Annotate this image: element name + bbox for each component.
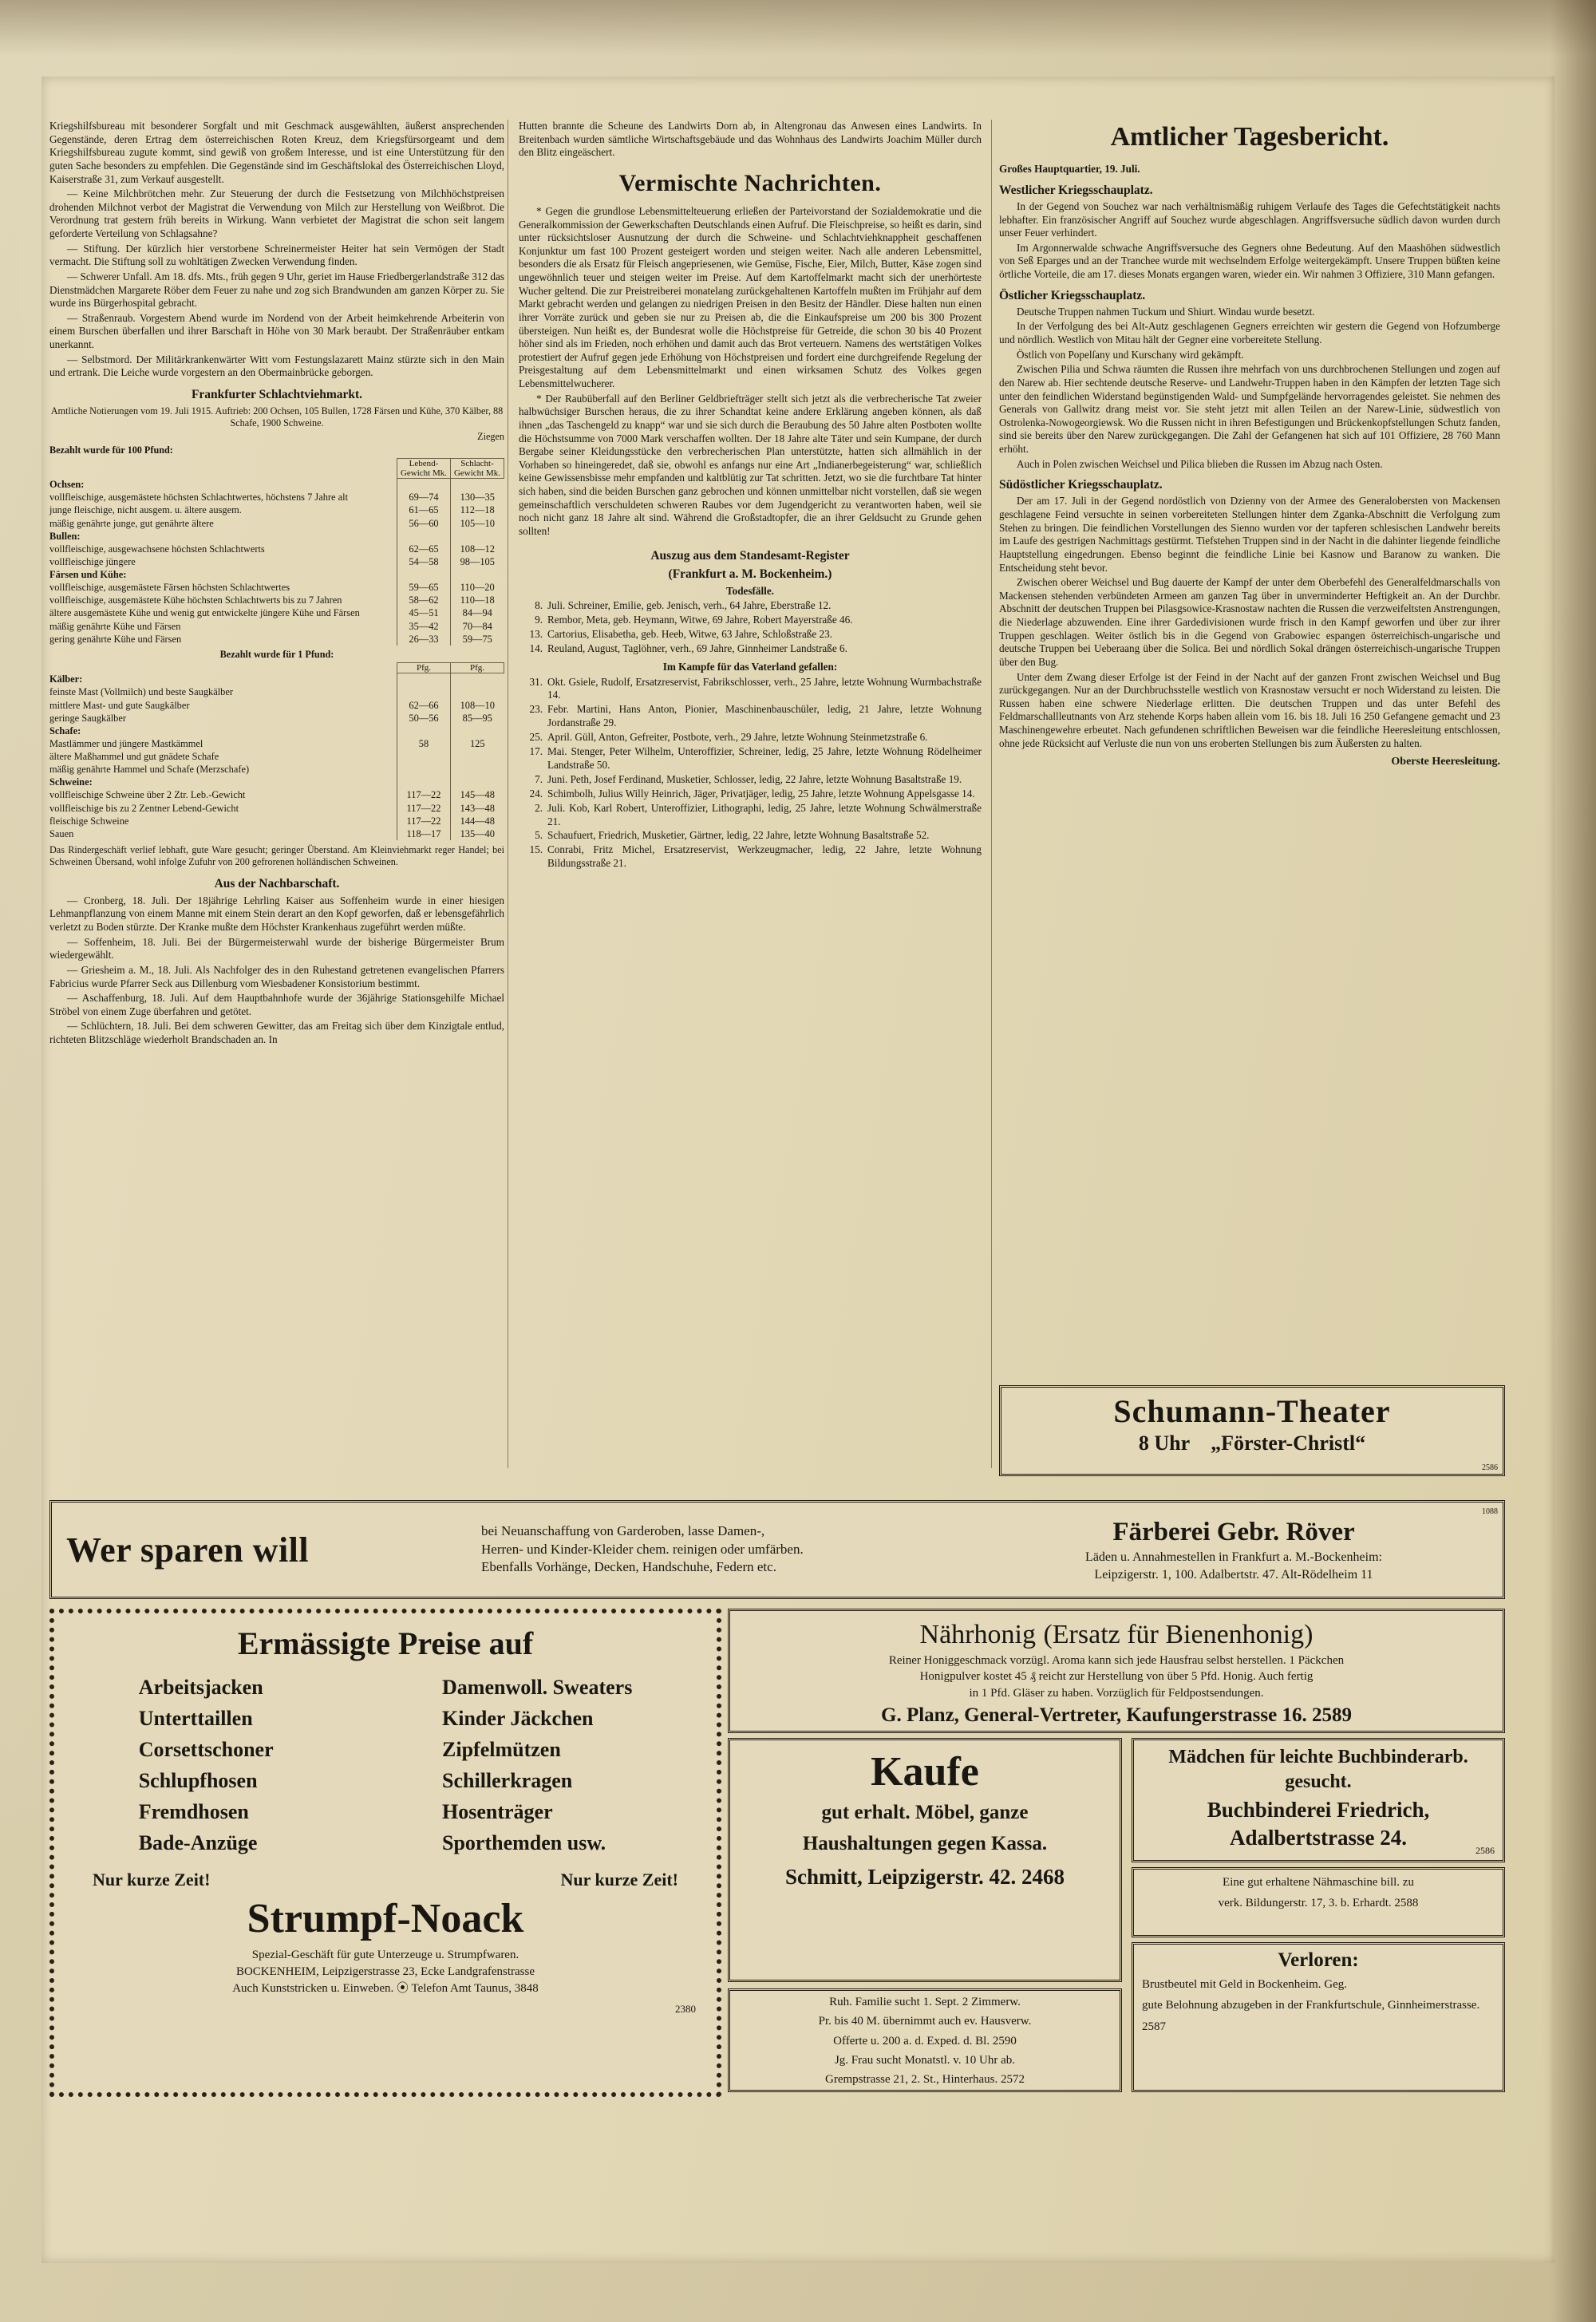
- row-value-a: 59—65: [397, 581, 451, 594]
- table-head-row: [49, 662, 504, 673]
- register-heading-2: (Frankfurt a. M. Bockenheim.): [668, 567, 832, 581]
- row-value-a: 62—65: [397, 543, 451, 555]
- table-row: [49, 633, 504, 646]
- list-item: [519, 788, 982, 801]
- ad-schumann-theater[interactable]: [999, 1385, 1505, 1476]
- table-row: [49, 581, 504, 594]
- row-label: vollfleischige, ausgewachsene höchsten Schlachtwerts: [49, 543, 265, 555]
- market-note: Das Rindergeschäft verlief lebhaft, gute Ware gesucht; geringer Überstand. Am Kleinviehmarkt reger Handel; bei Schweinen Übersand, wohl infolge Zufuhr von 200 gefrorenen holländischen Schweinen.: [49, 843, 504, 867]
- column1-continued: Kriegshilfsbureau mit besonderer Sorgfalt und mit Geschmack ausgewählten, äußerst ansprechenden Gegenstände, deren Ertrag dem österreichischen Roten Kreuz, dem Kriegsfürsorgeamt und dem Kriegshilfsbureau zugute kommt, sind gewiß von großem Interesse, und ist eine Unterstützung für den guten Sache besonders zu empfehlen. Die Gegenstände sind im Geschäftslokal des Österreichischen Lloyd, Kaiserstraße 31, zum Verkauf ausgestellt.: [49, 120, 504, 185]
- row-value-b: 108—10: [451, 699, 504, 712]
- row-value-b: 125: [451, 737, 504, 750]
- neighborhood-item: — Schlüchtern, 18. Juli. Bei dem schweren Gewitter, das am Freitag sich über dem Kinzigtale entlud, richteten Blitzschläge wiederholt Brandschaden an. In: [49, 1020, 504, 1046]
- row-value-a: [397, 750, 451, 763]
- page-right-shadow: [1550, 0, 1596, 2322]
- row-value-b: 108—12: [451, 543, 504, 555]
- entry-number: 23.: [529, 703, 543, 716]
- theater-time: 8 Uhr: [1138, 1432, 1191, 1455]
- row-value-a: 50—56: [397, 712, 451, 725]
- entry-text: Cartorius, Elisabetha, geb. Heeb, Witwe, 63 Jahre, Schloßstraße 23.: [547, 628, 833, 641]
- ad-company-name: Färberei Gebr. Röver: [1112, 1517, 1355, 1546]
- ad-body-line: Herren- und Kinder-Kleider chem. reinigen oder umfärben.: [481, 1541, 804, 1557]
- ad-number: 2587: [1142, 2020, 1166, 2033]
- entry-text: Reuland, August, Taglöhner, verh., 69 Jahre, Ginnheimer Landstraße 6.: [547, 642, 847, 655]
- market-group: [49, 776, 504, 788]
- report-signature: Oberste Heeresleitung.: [1391, 756, 1500, 768]
- entry-number: 2.: [535, 801, 543, 814]
- ad-number: 2586: [1476, 1845, 1495, 1856]
- list-item: [519, 829, 982, 843]
- column-2: [519, 120, 982, 871]
- row-value-b: 144—48: [451, 815, 504, 827]
- ad-line: gute Belohnung abzugeben in der Frankfurtschule, Ginnheimerstrasse.: [1142, 1999, 1480, 2012]
- row-value-a: 61—65: [397, 503, 451, 516]
- row-value-a: 35—42: [397, 620, 451, 633]
- group-label: Färsen und Kühe:: [49, 569, 127, 581]
- market-price-label: Bezahlt wurde für 100 Pfund:: [49, 444, 173, 456]
- ad-address: Adalbertstrasse 24.: [1230, 1826, 1407, 1850]
- table-row: [49, 620, 504, 633]
- market-heading: Frankfurter Schlachtviehmarkt.: [191, 387, 363, 401]
- ad-title: Mädchen für leichte Buchbinderarb. gesucht.: [1168, 1747, 1468, 1793]
- row-label: geringe Saugkälber: [49, 712, 126, 724]
- product-item: Kinder Jäckchen: [442, 1707, 594, 1730]
- report-paragraph: Der am 17. Juli in der Gegend nordöstlich von Dzienny von der Armee des Generalobersten von Mackensen geschlagene Feind versuchte in seinen vorbereiteten Stellungen hinter dem Zganka-Abschnitt die Verfolgung zum Stehen zu bringen. Die feindlichen Vorstellungen des Sienno wurden vor der tapferen schlesischen Landwehr bereits im Laufe des gestrigen Nachmittags gestürmt. Tiefstehen Truppen sind in der Nacht in die dahinter liegende feindliche Hauptstellung eingedrungen. Ebenso beginnt die feindliche Linie bei Kasnow und Baranow zu wanken. Die Entscheidung steht bevor.: [999, 495, 1500, 574]
- report-paragraph: Deutsche Truppen nahmen Tuckum und Shiurt. Windau wurde besetzt.: [1017, 305, 1315, 318]
- section-title-west: Westlicher Kriegsschauplatz.: [999, 183, 1153, 197]
- row-value-a: 62—66: [397, 699, 451, 712]
- ad-company: [976, 1518, 1503, 1582]
- column-1: [49, 120, 504, 1048]
- ad-line: Reiner Honiggeschmack vorzügl. Aroma kann sich jede Hausfrau selbst herstellen. 1 Päckchen: [888, 1654, 1345, 1667]
- col-head-pfg-2: Pfg.: [451, 662, 504, 673]
- entry-number: 13.: [529, 628, 543, 641]
- ad-naehmaschine[interactable]: [1132, 1867, 1505, 1937]
- ad-footer-line: BOCKENHEIM, Leipzigerstrasse 23, Ecke Landgrafenstrasse: [235, 1965, 535, 1978]
- deaths-list: [519, 599, 982, 656]
- deaths-heading: Todesfälle.: [726, 584, 774, 597]
- report-paragraph: Zwischen Pilia und Schwa räumten die Russen ihre mehrfach von uns durchbrochenen Stellungen und zogen auf den Narew ab. Hier sechtende deutsche Reserve- und Landwehr-Truppen haben in den Kämpfen der letzten Tage sich unter den feindlichen Widerstand begünstigenden Wald- und Sumpfgelände hervorragendes geleistet. Sie nehmen des Generals von Gallwitz drang meist vor. Sie steht jetzt mit allen Teilen an der Narew-Linie, südwestlich von Ostrolenka-Nowogeorgiewsk. Wo die Russen nicht in ihren Befestigungen und Brückenkopfstellungen Schutz fanden, sind sie bereits über den Narew zurückgegangen. Die Zahl der Gefangenen hat sich auf 101 Offiziere, 28 760 Mann erhöht.: [999, 363, 1500, 456]
- entry-text: Juli. Schreiner, Emilie, geb. Jenisch, verh., 64 Jahre, Eberstraße 12.: [547, 599, 832, 612]
- ad-body: [481, 1522, 976, 1578]
- row-value-a: 45—51: [397, 606, 451, 619]
- group-label: Bullen:: [49, 530, 81, 542]
- ad-vendor: Buchbinderei Friedrich,: [1207, 1798, 1430, 1822]
- row-value-a: 26—33: [397, 633, 451, 646]
- list-item: [519, 628, 982, 642]
- ad-faerberei-roever[interactable]: [49, 1500, 1505, 1599]
- theater-showline: [1001, 1432, 1503, 1455]
- col-head-schlacht: Schlacht-Gewicht Mk.: [451, 458, 504, 478]
- entry-text: Schimbolh, Julius Willy Heinrich, Jäger, Privatjäger, ledig, 25 Jahre, letzte Wohnung Appelsgasse 14.: [547, 787, 975, 800]
- market-table: [49, 458, 504, 646]
- product-item: Zipfelmützen: [442, 1738, 561, 1761]
- row-value-b: 85—95: [451, 712, 504, 725]
- product-item: Schillerkragen: [442, 1769, 573, 1792]
- group-label: Schafe:: [49, 725, 81, 736]
- entry-text: Juni. Peth, Josef Ferdinand, Musketier, Schlosser, ledig, 22 Jahre, letzte Wohnung Basaltstraße 19.: [547, 772, 962, 785]
- entry-text: Mai. Stenger, Peter Wilhelm, Unteroffizier, Schreiner, ledig, 25 Jahre, letzte Wohnung Rödelheimer Landstraße 50.: [547, 745, 982, 771]
- row-value-a: 56—60: [397, 517, 451, 530]
- group-label: Schweine:: [49, 776, 93, 788]
- ad-title: Kaufe: [871, 1749, 979, 1795]
- table-row: [49, 827, 504, 840]
- news-item: — Keine Milchbrötchen mehr. Zur Steuerung der durch die Festsetzung von Milchhöchstpreisen drohenden Milchnot verbot der Magistrat die Verwendung von Milch zur Herstellung von Weißbrot. Die Verordnung trat gestern früh bereits in Wirkung. Wann verbietet der Magistrat die schon seit langem geforderte Verteilung von Schlagsahne?: [49, 188, 504, 239]
- ad-vendor: Schmitt, Leipzigerstr. 42. 2468: [785, 1865, 1065, 1889]
- news-item: — Stiftung. Der kürzlich hier verstorbene Schreinermeister Heiter hat sein Vermögen der Stadt vermacht. Die Stiftung soll zu wohltätigen Zwecken Verwendung finden.: [49, 242, 504, 268]
- row-value-b: 130—35: [451, 491, 504, 503]
- ad-line: Eine gut erhaltene Nähmaschine bill. zu: [1223, 1876, 1414, 1889]
- row-value-b: 84—94: [451, 606, 504, 619]
- row-value-a: 117—22: [397, 802, 451, 815]
- ad-verloren[interactable]: [1132, 1942, 1505, 2092]
- market-table-2: [49, 662, 504, 840]
- section-title-east: Östlicher Kriegsschauplatz.: [999, 288, 1146, 302]
- entry-number: 25.: [529, 731, 543, 744]
- table-head-row: [49, 458, 504, 478]
- ad-slogan: Wer sparen will: [66, 1530, 310, 1570]
- ad-product-column-left: [139, 1672, 274, 1858]
- ad-line: Haushaltungen gegen Kassa.: [802, 1832, 1048, 1854]
- market-group: [49, 568, 504, 581]
- column-rule-2: [991, 120, 992, 1468]
- ad-footer-line: Auch Kunststricken u. Einweben. ⦿ Telefon Amt Taunus, 3848: [232, 1982, 539, 1995]
- neighborhood-heading: Aus der Nachbarschaft.: [214, 876, 340, 890]
- product-item: Damenwoll. Sweaters: [442, 1676, 633, 1699]
- entry-number: 5.: [535, 829, 543, 842]
- market-group: [49, 478, 504, 491]
- row-label: Sauen: [49, 827, 74, 839]
- row-label: ältere Maßhammel und gut gnädete Schafe: [49, 751, 219, 763]
- table-row: [49, 606, 504, 619]
- product-item: Arbeitsjacken: [138, 1676, 263, 1699]
- row-value-b: 145—48: [451, 788, 504, 801]
- product-item: Schlupfhosen: [138, 1769, 258, 1792]
- row-label: mäßig genährte Kühe und Färsen: [49, 620, 181, 632]
- ad-line: Grempstrasse 21, 2. St., Hinterhaus. 2572: [825, 2073, 1025, 2086]
- row-label: vollfleischige Schweine über 2 Ztr. Leb.-Gewicht: [49, 789, 246, 801]
- report-paragraph: In der Verfolgung des bei Alt-Autz geschlagenen Gegners erreichten wir gestern die Gegend von Hofzumberge und nördlich. Westlich von Mitau hält der Gegner eine vorbereitete Stellung.: [999, 320, 1500, 346]
- fallen-list: [519, 676, 982, 871]
- ad-line: Brustbeutel mit Geld in Bockenheim. Geg.: [1142, 1978, 1348, 1991]
- ad-company-sub: Läden u. Annahmestellen in Frankfurt a. M.-Bockenheim:: [1085, 1550, 1382, 1564]
- report-paragraph: Auch in Polen zwischen Weichsel und Pilica blieben die Russen im Abzug nach Osten.: [1017, 457, 1383, 470]
- ad-brand: Strumpf-Noack: [247, 1896, 524, 1941]
- list-item: [519, 599, 982, 613]
- row-value-b: [451, 750, 504, 763]
- ad-naehrhonig[interactable]: [728, 1609, 1505, 1733]
- ad-title-sub: (Ersatz für Bienenhonig): [1043, 1620, 1314, 1649]
- table-row: [49, 555, 504, 568]
- row-value-a: 58—62: [397, 594, 451, 606]
- list-item: [519, 731, 982, 744]
- neighborhood-item: — Cronberg, 18. Juli. Der 18jährige Lehrling Kaiser aus Soffenheim wurde in einer hiesigen Lehmanpflanzung von einem Manne mit einem Stein derart an den Kopf geworfen, daß er lebensgefährlich verletzt zu Boden stürzte. Der Kranke mußte dem Höchster Krankenhaus zugeführt werden müßte.: [49, 894, 504, 934]
- ad-number: 1088: [1482, 1507, 1498, 1516]
- market-group: [49, 530, 504, 543]
- group-label: Kälber:: [49, 673, 83, 685]
- ad-line: in 1 Pfd. Gläser zu haben. Vorzüglich für Feldpostsendungen.: [969, 1686, 1264, 1700]
- ad-footer-line: Spezial-Geschäft für gute Unterzeuge u. Strumpfwaren.: [251, 1949, 519, 1961]
- entry-number: 31.: [529, 675, 543, 688]
- report-dateline: Großes Hauptquartier, 19. Juli.: [999, 163, 1140, 176]
- row-value-b: 143—48: [451, 802, 504, 815]
- row-value-a: 58: [397, 737, 451, 750]
- column-3: [999, 120, 1500, 772]
- news-item: — Schwerer Unfall. Am 18. dfs. Mts., früh gegen 9 Uhr, geriet im Hause Friedbergerlandstraße 312 das Dienstmädchen Margarete Röber dem Feuer zu nahe und zog sich Brandwunden am ganzen Körper zu. Sie wurde ins Bürgerhospital gebracht.: [49, 270, 504, 310]
- ad-line: Offerte u. 200 a. d. Exped. d. Bl. 2590: [833, 2034, 1017, 2048]
- ad-body-line: Ebenfalls Vorhänge, Decken, Handschuhe, Federn etc.: [481, 1559, 776, 1575]
- neighborhood-item: — Aschaffenburg, 18. Juli. Auf dem Hauptbahnhofe wurde der 36jährige Stationsgehilfe Michael Ströbel von einem Zuge überfahren und getötet.: [49, 992, 504, 1017]
- list-item: [519, 642, 982, 656]
- ad-company-addr: Leipzigerstr. 1, 100. Adalbertstr. 47. Alt-Rödelheim 11: [1094, 1567, 1373, 1582]
- row-label: junge fleischige, nicht ausgem. u. ältere ausgem.: [49, 504, 242, 516]
- row-value-b: 110—20: [451, 581, 504, 594]
- table-row: [49, 712, 504, 725]
- theater-show: „Förster-Christl“: [1211, 1432, 1366, 1455]
- ad-line: Pr. bis 40 M. übernimmt auch ev. Hausverw.: [818, 2015, 1032, 2028]
- list-item: [519, 745, 982, 772]
- report-paragraph: Unter dem Zwang dieser Erfolge ist der Feind in der Nacht auf der ganzen Front zwischen Weichsel und Bug zurückgegangen. Nur an der Durchbruchsstelle westlich von Krasnostaw versucht er noch Widerstand zu leisten. Die Russen haben eine schwere Niederlage erlitten. Die deutschen Truppen und das unter Befehl des Feldmarschallleutnants von Arz stehende Korps haben allein vom 16. bis 18. Juli 16 250 Gefangene gemacht und 23 Maschinengewehre erbeutet. Nach gefundenen schriftlichen Beweisen war die feindliche Heeresleitung entschlossen, ohne jede Rücksicht auf Verluste die nun von uns eroberten Stellungen bis zum Äußersten zu halten.: [999, 670, 1500, 749]
- table-row: [49, 699, 504, 712]
- table-row: [49, 685, 504, 698]
- market-group: [49, 725, 504, 737]
- ad-number: 2586: [1482, 1463, 1498, 1472]
- ad-product-column-right: [442, 1672, 632, 1858]
- ad-product-lists: [54, 1672, 717, 1858]
- entry-number: 24.: [529, 787, 543, 800]
- register-heading-1: Auszug aus dem Standesamt-Register: [650, 548, 850, 563]
- table-row: [49, 750, 504, 763]
- section-title-southeast: Südöstlicher Kriegsschauplatz.: [999, 478, 1163, 492]
- misc-item: * Der Raubüberfall auf den Berliner Geldbriefträger stellt sich jetzt als die verbrecherische Tat zweier halbwüchsiger Burschen heraus, die zu ihrer Schandtat keine andere Erklärung angeben können, als daß ihnen „das Taschengeld zu knapp“ war und sie sich durch die Beraubung des 50 Jahre alten Postboten wollte die Höchstsumme von 7000 Mark verschaffen wollten. Der 18 Jahre alte Täter und sein Kumpane, der durch Bergabe seiner Kleidungsstücke den verbrecherischen Plan unterstützte, hatten sich allmählich in der Vorhaben so hineingeredet, daß sie, obwohl es anfangs nur eine Art „Indianerbegeisterung“ war, schließlich keine Gewissensbisse mehr empfanden und kaltblütig zur Tat schritten. Jetzt, wo sie die furchtbare Tat hinter sich haben, sind die beiden Burschen ganz gebrochen und können unmittelbar nicht vorstellen, daß sie wegen gemeinschaftlich verschuldeten schweren Raubes vor dem Jugendgericht zu verantworten haben, weil sie noch nicht ganz 18 Jahre alt sind. Während die Großstadtopfer, die an ihrer Geldsucht zu Grunde gehen sollten!: [519, 392, 982, 537]
- list-item: [519, 614, 982, 627]
- row-value-b: 70—84: [451, 620, 504, 633]
- row-value-a: 117—22: [397, 815, 451, 827]
- entry-number: 14.: [529, 642, 543, 655]
- row-label: mäßig genährte junge, gut genährte ältere: [49, 517, 214, 529]
- row-value-a: 118—17: [397, 827, 451, 840]
- row-label: Mastlämmer und jüngere Mastkämmel: [49, 737, 203, 749]
- row-label: mäßig genährte Hammel und Schafe (Merzschafe): [49, 764, 250, 776]
- report-paragraph: Zwischen oberer Weichsel und Bug dauerte der Kampf der unter dem Oberbefehl des Generalfeldmarschalls von Mackensen stehenden verbündeten Armeen am ganzen Tag über in unverminderter Heftigkeit an. An der Durchbr. Abschnitt der deutschen Truppen bei Pilasgsowice-Krasnostaw nachten die Russen die verzweifeltsten Anstrengungen, die Niederlage abzuwenden. Eine ihrer Gardedivisionen wurde frisch in den Kampf geworfen und über zur ihrer Truppen geschlagen. Weiter östlich bis in die Gegend von Grabowiec espangen österreichisch-ungarische und deutsche Truppen bei Ueberaang über die Solica. Bei und nördlich Sokal drängen österreichisch-ungarische Truppen über den Bug.: [999, 576, 1500, 668]
- row-label: fleischige Schweine: [49, 815, 129, 827]
- misc-item: * Gegen die grundlose Lebensmittelteuerung erließen der Parteivorstand der Sozialdemokratie und die Generalkommission der Gewerkschaften Deutschlands einen Aufruf. Die Fleischpreise, so heißt es darin, sind unter rücksichtsloser Ausnutzung der durch die Schweine- und Schlachtviehknappheit geschaffenen Konjunktur um fast 100 Prozent gesteigert worden und steigen weiter. Nach alle anderen Lebensmittel, besonders die als Ersatz für Fleisch angepriesenen, wie Gemüse, Fische, Eier, Milch, Butter, Käse zogen sind ungewöhnlich teuer und steigen weiter im Preise. Auf dem Kartoffelmarkt macht sich der unerhörteste Wucher geltend. Die zur Preistreiberei monatelang zurückgehaltenen Kartoffeln mußten im Frühjahr auf dem Markt gebracht werden und gelangen zu niedrigen Preisen in den Besitz der Händler. Diese halten nun einen ihrer Vorräte zurück und geben sie nur zu Preisen ab, die die Einkaufspreise um 200 bis 300 Prozent übersteigen. Nun heißt es, der Bundesrat wolle die Höchstpreise für Getreide, die schon 30 bis 40 Prozent höher sind als im Frieden, noch erhöhen und damit auch das Brot verteuern. Namens des wertstätigen Volkes protestiert der Aufruf gegen jede Erhöhung von Höchstpreisen und fordert eine durchgreifende Regelung der Preisgestaltung auf dem Lebensmittelmarkt und einen wirksamen Schutz des Volkes gegen Lebensmittelwucherer.: [519, 204, 982, 389]
- row-label: vollfleischige, ausgemästete höchsten Schlachtwertes, höchstens 7 Jahre alt: [49, 492, 349, 503]
- table-row: [49, 737, 504, 750]
- row-value-a: [397, 685, 451, 698]
- row-value-b: 59—75: [451, 633, 504, 646]
- neighborhood-item: — Griesheim a. M., 18. Juli. Als Nachfolger des in den Ruhestand getretenen evangelischen Pfarrers Fabricius wurde Pfarrer Seck aus Dillenburg vom Wiesbadener Konsistorium bestimmt.: [49, 963, 504, 989]
- table-row: [49, 491, 504, 503]
- row-label: vollfleischige, ausgemästete Färsen höchsten Schlachtwertes: [49, 582, 290, 594]
- row-value-b: [451, 763, 504, 776]
- market-price-label-2: Bezahlt wurde für 1 Pfund:: [219, 648, 334, 660]
- product-item: Hosenträger: [442, 1800, 553, 1823]
- row-value-b: 112—18: [451, 503, 504, 516]
- ad-limited-time: [54, 1870, 717, 1890]
- ad-footer: [54, 1947, 717, 1997]
- entry-number: 7.: [535, 772, 543, 785]
- list-item: [519, 802, 982, 829]
- row-label: ältere ausgemästete Kühe und wenig gut entwickelte jüngere Kühe und Färsen: [49, 607, 360, 619]
- ad-vendor: G. Planz, General-Vertreter, Kaufungerstrasse 16. 2589: [881, 1704, 1352, 1726]
- row-value-b: 105—10: [451, 517, 504, 530]
- ad-title: [730, 1616, 1503, 1651]
- ad-maedchen-gesucht[interactable]: [1132, 1738, 1505, 1862]
- entry-text: Juli. Kob, Karl Robert, Unteroffizier, Lithographi, ledig, 25 Jahre, letzte Wohnung Schwälmerstraße 21.: [547, 801, 982, 827]
- ad-line: Ruh. Familie sucht 1. Sept. 2 Zimmerw.: [829, 1996, 1021, 2008]
- ad-strumpf-noack[interactable]: [49, 1609, 721, 2097]
- row-value-a: 69—74: [397, 491, 451, 503]
- row-value-b: [451, 685, 504, 698]
- table-row: [49, 503, 504, 516]
- table-row: [49, 802, 504, 815]
- neighborhood-item: — Soffenheim, 18. Juli. Bei der Bürgermeisterwahl wurde der bisherige Bürgermeister Brum wiedergewählt.: [49, 935, 504, 962]
- report-paragraph: Im Argonnerwalde schwache Angriffsversuche des Gegners ohne Bedeutung. Auf den Maashöhen südwestlich von Seß Eparges und an der Tranchee wurde mit wechselndem Erfolge weitergekämpft. Unsere Truppen büßten keine örtliche Vorteile, die am 17. dieses Monats ergangen waren, wieder ein. Wir nahmen 3 Offiziere, 310 Mann gefangen.: [999, 241, 1500, 281]
- report-paragraph: Östlich von Popelſany und Kurschany wird gekämpft.: [1017, 348, 1244, 361]
- list-item: [519, 676, 982, 703]
- entry-number: 17.: [529, 745, 543, 758]
- ad-number: 2380: [675, 2003, 696, 2015]
- ad-headline: Ermässigte Preise auf: [237, 1625, 534, 1661]
- row-value-b: 135—40: [451, 827, 504, 840]
- row-value-a: 54—58: [397, 555, 451, 568]
- entry-number: 8.: [535, 599, 543, 612]
- col-head-lebend: Lebend-Gewicht Mk.: [397, 458, 451, 478]
- row-value-a: [397, 763, 451, 776]
- row-label: mittlere Mast- und gute Saugkälber: [49, 699, 190, 711]
- product-item: Fremdhosen: [138, 1800, 249, 1823]
- limited-time-left: Nur kurze Zeit!: [93, 1870, 211, 1890]
- entry-number: 15.: [529, 843, 543, 856]
- row-label: vollfleischige, ausgemästete Kühe höchsten Schlachtwerts bis zu 7 Jahren: [49, 594, 342, 606]
- page-top-shadow: [0, 0, 1596, 56]
- ad-line: verk. Bildungerstr. 17, 3. b. Erhardt. 2588: [1218, 1897, 1419, 1910]
- table-row: [49, 815, 504, 827]
- row-label: vollfleischige jüngere: [49, 555, 136, 567]
- ad-title-main: Nährhonig: [919, 1620, 1036, 1649]
- row-value-b: 98—105: [451, 555, 504, 568]
- theater-name: Schumann-Theater: [1113, 1393, 1391, 1429]
- ad-line: Jg. Frau sucht Monatstl. v. 10 Uhr ab.: [834, 2053, 1016, 2067]
- table-row: [49, 763, 504, 776]
- row-label: vollfleischige bis zu 2 Zentner Lebend-Gewicht: [49, 802, 239, 814]
- list-item: [519, 843, 982, 871]
- product-item: Sporthemden usw.: [442, 1831, 606, 1854]
- column2-continued: Hutten brannte die Scheune des Landwirts Dorn ab, in Altengronau das Anwesen eines Landwirts. In Breitenbach wurden sämtliche Wirtschaftsgebäude und das Wohnhaus des Landwirts Joachim Müller durch den Blitz eingeäschert.: [519, 120, 982, 159]
- market-intro: Amtliche Notierungen vom 19. Juli 1915. Auftrieb: 200 Ochsen, 105 Bullen, 1728 Färsen und Kühe, 370 Kälber, 88 Schafe, 1900 Schweine.: [50, 405, 504, 428]
- ad-kaufe-moebel[interactable]: [728, 1738, 1122, 1982]
- row-value-a: 117—22: [397, 788, 451, 801]
- ad-body-line: bei Neuanschaffung von Garderoben, lasse Damen-,: [481, 1522, 765, 1538]
- entry-number: 9.: [535, 614, 543, 626]
- news-item: — Selbstmord. Der Militärkrankenwärter Witt vom Festungslazarett Mainz stürzte sich in den Main und ertrank. Die Leiche wurde vorgestern an den Obermainbrücke geborgen.: [49, 353, 504, 379]
- product-item: Corsettschoner: [138, 1738, 274, 1761]
- news-item: — Straßenraub. Vorgestern Abend wurde im Nordend von der Arbeit heimkehrende Arbeiterin von einem Burschen überfallen und ihrer Barschaft in Höhe von 30 Mark beraubt. Der Straßenräuber entkam unerkannt.: [49, 311, 504, 350]
- entry-text: Okt. Gsiele, Rudolf, Ersatzreservist, Fabrikschlosser, verh., 25 Jahre, letzte Wohnung Wurmbachstraße 14.: [547, 675, 982, 701]
- product-item: Bade-Anzüge: [138, 1831, 258, 1854]
- fallen-heading: Im Kampfe für das Vaterland gefallen:: [662, 660, 838, 673]
- entry-text: Febr. Martini, Hans Anton, Pionier, Maschinenbauschüler, ledig, 21 Jahre, letzte Wohnung Jordanstraße 29.: [547, 703, 982, 729]
- group-label: Ochsen:: [49, 479, 85, 491]
- market-group: [49, 673, 504, 685]
- ad-wohnungsgesuch[interactable]: [728, 1988, 1122, 2092]
- table-row: [49, 517, 504, 530]
- official-report-heading: Amtlicher Tagesbericht.: [1110, 122, 1389, 152]
- ad-title: Verloren:: [1278, 1949, 1359, 1971]
- row-value-b: 110—18: [451, 594, 504, 606]
- entry-text: April. Güll, Anton, Gefreiter, Postbote, verh., 29 Jahre, letzte Wohnung Steinmetzstraße 6.: [547, 731, 928, 744]
- vermischte-nachrichten-heading: Vermischte Nachrichten.: [618, 169, 882, 196]
- table-row: [49, 788, 504, 801]
- limited-time-right: Nur kurze Zeit!: [560, 1870, 678, 1890]
- table-row: [49, 543, 504, 555]
- list-item: [519, 773, 982, 787]
- col-head-pfg-1: Pfg.: [397, 662, 451, 673]
- entry-text: Schaufuert, Friedrich, Musketier, Gärtner, ledig, 22 Jahre, letzte Wohnung Basaltstraße 52.: [547, 829, 930, 842]
- table-row: [49, 594, 504, 606]
- ad-line: gut erhalt. Möbel, ganze: [821, 1802, 1029, 1823]
- row-label: feinste Mast (Vollmilch) und beste Saugkälber: [49, 686, 233, 698]
- product-item: Unterttaillen: [138, 1707, 253, 1730]
- row-label: gering genährte Kühe und Färsen: [49, 633, 182, 645]
- report-paragraph: In der Gegend von Souchez war nach verhältnismäßig ruhigem Verlaufe des Tages die Gefechtstätigkeit nachts lebhafter. Ein französischer Angriff auf Souchez wurde abgeschlagen. Angriffsversuche südlich davon wurden durch unser Feuer verhindert.: [999, 199, 1500, 239]
- ad-line: Honigpulver kostet 45 ₰ reicht zur Herstellung von über 5 Pfd. Honig. Auch fertig: [919, 1670, 1314, 1684]
- list-item: [519, 703, 982, 730]
- market-subline: Ziegen: [477, 430, 504, 442]
- entry-text: Rembor, Meta, geb. Heymann, Witwe, 69 Jahre, Robert Mayerstraße 46.: [547, 614, 853, 626]
- entry-text: Conrabi, Fritz Michel, Ersatzreservist, Werkzeugmacher, ledig, 22 Jahre, letzte Wohnung Bildungsstraße 21.: [547, 843, 982, 870]
